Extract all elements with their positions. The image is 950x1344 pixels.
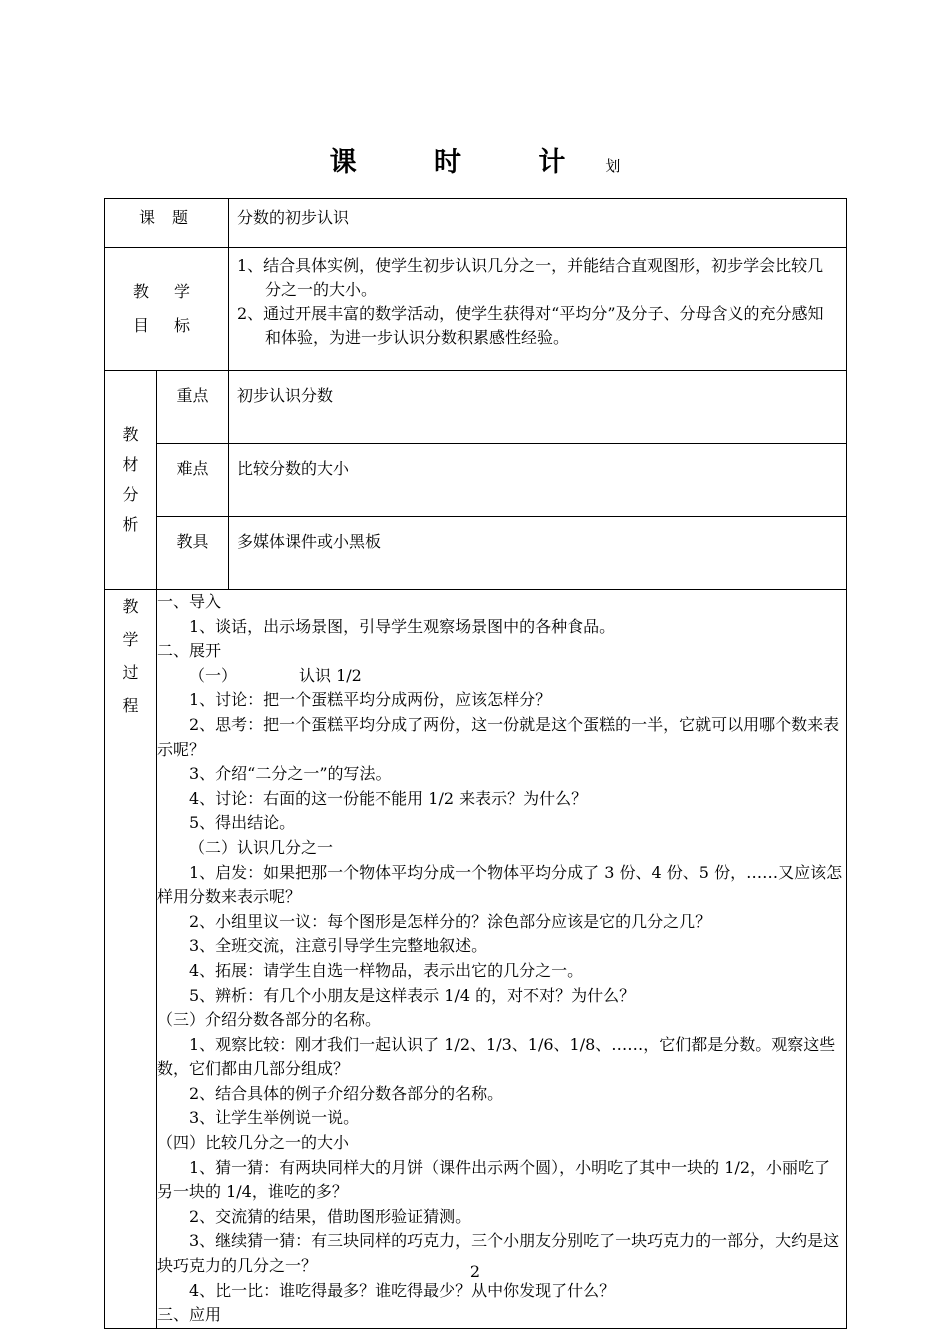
section-heading: 一、导入 [157,592,222,611]
material-label-char: 分 [122,485,139,504]
process-row [105,590,847,1329]
tools-label: 教具 [157,517,229,590]
process-line: 1、启发：如果把那一个物体平均分成一个物体平均分成了 3 份、4 份、5 份，……又应该怎样用分数来表示呢？ [157,862,843,907]
document-title [0,140,950,179]
goals-label [105,248,229,371]
process-line: 5、辨析：有几个小朋友是这样表示 1/4 的，对不对？为什么？ [189,985,636,1005]
subheading-number: （一） [189,665,238,685]
process-line: 4、讨论：右面的这一份能不能用 1/2 来表示？为什么？ [189,788,588,808]
process-line: 1、谈话，出示场景图，引导学生观察场景图中的各种食品。 [189,616,616,636]
process-label-char: 学 [122,630,139,649]
process-line: 2、交流猜的结果，借助图形验证猜测。 [189,1206,472,1226]
process-line: 2、小组里议一议：每个图形是怎样分的？涂色部分应该是它的几分之几？ [189,911,712,931]
process-content [157,590,847,1329]
material-label-char: 材 [122,455,139,474]
material-key-row [105,371,847,444]
difficulty-label: 难点 [157,444,229,517]
topic-row [105,199,847,248]
goals-value [229,248,847,371]
material-label [105,371,157,590]
process-line: 3、继续猜一猜：有三块同样的巧克力，三个小朋友分别吃了一块巧克力的一部分，大约是这块巧克力的几分之一？ [157,1231,840,1276]
topic-value: 分数的初步认识 [229,199,847,248]
lesson-plan-table [104,198,847,1329]
process-line: 3、让学生举例说一说。 [189,1108,360,1128]
process-line: 3、全班交流，注意引导学生完整地叙述。 [189,936,488,956]
process-line: 4、比一比：谁吃得最多？谁吃得最少？从中你发现了什么？ [189,1280,616,1300]
material-label-char: 教 [122,425,139,444]
process-subheading [157,664,846,689]
goals-label-line1: 教 学 [132,282,201,301]
material-difficulty-row [105,444,847,517]
process-subheading: （三）介绍分数各部分的名称。 [157,1010,382,1030]
process-line: 2、思考：把一个蛋糕平均分成了两份，这一份就是这个蛋糕的一半，它就可以用哪个数来表示呢？ [157,714,840,759]
tools-value: 多媒体课件或小黑板 [229,517,847,590]
subheading-text: 认识 1/2 [299,665,362,685]
goals-label-line2: 目 标 [132,316,201,335]
goal-item: 2、通过开展丰富的数学活动，使学生获得对“平均分”及分子、分母含义的充分感知和体验，为进一步认识分数积累感性经验。 [237,304,824,347]
process-line: 4、拓展：请学生自选一样物品，表示出它的几分之一。 [189,960,584,980]
key-point-value: 初步认识分数 [229,371,847,444]
process-line: 3、介绍“二分之一”的写法。 [189,764,392,784]
title-main: 课 时 计 [329,147,600,178]
process-label [105,590,157,1329]
section-heading: 三、应用 [157,1305,222,1325]
process-line: 5、得出结论。 [189,813,296,833]
process-subheading: （四）比较几分之一的大小 [157,1133,350,1153]
goal-item: 1、结合具体实例，使学生初步认识几分之一，并能结合直观图形，初步学会比较几分之一的大小。 [237,256,824,299]
material-tools-row [105,517,847,590]
page-number: 2 [469,1262,481,1281]
process-line: 2、结合具体的例子介绍分数各部分的名称。 [189,1083,504,1103]
difficulty-value: 比较分数的大小 [229,444,847,517]
process-label-char: 过 [122,663,139,682]
process-label-char: 程 [122,696,139,715]
material-label-char: 析 [122,515,139,534]
process-line: 1、猜一猜：有两块同样大的月饼（课件出示两个圆），小明吃了其中一块的 1/2，小丽吃了另一块的 1/4，谁吃的多？ [157,1157,831,1202]
key-point-label: 重点 [157,371,229,444]
process-line: 1、讨论：把一个蛋糕平均分成两份，应该怎样分？ [189,690,552,710]
topic-label: 课 题 [105,199,229,248]
title-tail: 划 [605,157,621,175]
goals-row [105,248,847,371]
process-label-char: 教 [122,597,139,616]
process-subheading: （二）认识几分之一 [189,837,334,857]
process-line: 1、观察比较：刚才我们一起认识了 1/2、1/3、1/6、1/8、……，它们都是分数。观察这些数，它们都由几部分组成？ [157,1034,836,1079]
section-heading: 二、展开 [157,641,222,661]
